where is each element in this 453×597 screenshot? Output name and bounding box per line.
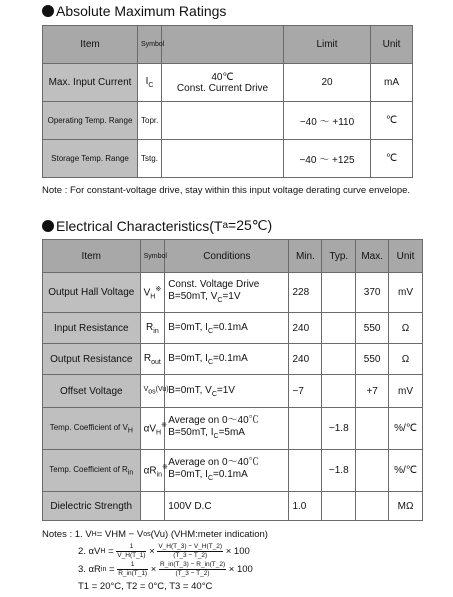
symbol-main: V [143,386,149,394]
symbol-main: R [146,321,154,333]
limit-cell: −40 ～ +110 [284,102,371,140]
header-limit: Limit [284,26,371,64]
header-symbol: Symbol [138,26,162,64]
fraction-num: V_H(T_3) − V_H(T_2) [158,542,223,550]
min-cell: 240 [289,344,322,375]
notes-label: Notes : 1. [42,528,83,540]
note-sub: H [91,530,97,538]
item-cell: Offset Voltage [43,375,141,408]
min-cell [289,450,322,492]
condition-cell [162,102,284,140]
typ-cell [322,313,356,344]
bullet-icon [42,220,54,232]
unit-cell: MΩ [389,492,423,521]
note-line-1 [42,526,268,542]
cond-line: =0.1mA [213,352,248,364]
typ-cell [322,492,356,521]
table-row [43,492,423,521]
fraction-den: V_H(T_1) [117,551,146,559]
symbol-sub: H [150,293,156,301]
header-unit: Unit [371,26,413,64]
max-cell: 550 [356,344,389,375]
item-text: Temp. Coefficient of V [49,422,128,432]
min-cell: −7 [289,375,322,408]
condition-cell: 100V D.C [165,492,289,521]
fraction [157,543,223,560]
table-row [43,344,423,375]
symbol-cell [140,450,168,492]
fraction [159,561,226,578]
min-cell: 1.0 [289,492,322,521]
electrical-characteristics-heading [42,217,272,234]
table-header-row [43,240,423,273]
symbol-cell: Topr. [138,102,162,140]
absolute-maximum-ratings-heading [42,3,226,19]
condition-cell [165,344,289,375]
note-text: = VHM − V [96,528,144,540]
unit-cell: mV [389,273,423,313]
note-line-4: T1 = 20°C, T2 = 0°C, T3 = 40°C [78,580,213,592]
typ-cell [322,344,356,375]
unit-cell: ℃ [371,102,413,140]
typ-cell [322,375,356,408]
unit-cell: %/℃ [389,450,423,492]
table-row [43,313,423,344]
item-cell: Dielectric Strength [43,492,141,521]
item-sub: H [127,427,133,435]
bullet-icon [42,5,54,17]
table-row [43,140,413,178]
item-text: Temp. Coefficient of R [49,464,128,474]
condition-cell [162,64,284,102]
table-row [43,273,423,313]
table-row [43,450,423,492]
fraction-den: (T_3 − T_2) [175,569,210,577]
symbol-sub: C [148,82,154,89]
table-row [43,102,413,140]
cond-line: =5mA [218,426,245,438]
min-cell [289,408,322,450]
fraction [117,561,148,578]
cond-line: B=0mT, I [168,321,208,333]
symbol-sup: ※ [155,285,162,293]
cond-sub: C [207,358,214,366]
note-text: 3. αR [78,563,101,575]
item-cell: Operating Temp. Range [43,102,138,140]
condition-cell [165,450,289,492]
times-sign: × [150,563,157,575]
header-blank [162,26,284,64]
unit-cell: mA [371,64,413,102]
header-min: Min. [289,240,322,273]
cond-line: B=50mT, V [168,290,218,302]
times-hundred: × 100 [228,563,253,575]
times-hundred: × 100 [225,545,250,557]
note-text: = [105,545,117,557]
note-text: = [106,563,118,575]
max-cell: 370 [356,273,389,313]
symbol-main: αR [143,465,157,477]
item-cell: Input Resistance [43,313,141,344]
cond-line: =1V [216,384,235,396]
note-sub: os [143,530,151,538]
item-cell: Max. Input Current [43,64,138,102]
symbol-cell: Tstg. [138,140,162,178]
symbol-main: V [143,287,151,299]
symbol-cell [140,273,165,313]
cond-line: Average on 0～40℃ [168,456,259,468]
symbol-cell [140,375,169,408]
symbol-sub: in [156,471,163,479]
times-sign: × [149,545,155,557]
cond-sub: C [211,390,217,398]
symbol-cell [140,492,165,521]
symbol-main: I [145,76,149,87]
typ-cell: −1.8 [322,408,356,450]
header-unit: Unit [389,240,423,273]
note-line-2 [78,542,268,560]
table-row [43,375,423,408]
header-item: Item [43,26,138,64]
condition-cell [162,140,284,178]
max-cell [356,492,389,521]
derating-note: Note : For constant-voltage drive, stay within this input voltage derating curve envelope. [42,185,411,196]
unit-cell: ℃ [371,140,413,178]
typ-cell [322,273,356,313]
symbol-sub: out [151,358,161,366]
typ-cell: −1.8 [322,450,356,492]
cond-sub: C [207,474,214,482]
table-header-row [43,26,413,64]
cond-line: B=0mT, V [168,384,212,396]
header-conditions: Conditions [165,240,289,273]
cond-line: Average on 0～40℃ [168,414,259,426]
symbol-sub: os [148,388,156,396]
note-sub: H [100,547,106,555]
header-symbol: Symbol [140,240,165,273]
limit-cell: −40 ～ +125 [284,140,371,178]
cond-line: B=50mT, I [168,426,214,438]
condition-cell [165,408,289,450]
fraction-num: 1 [116,543,146,552]
section-title: Electrical Characteristics(T [56,217,223,234]
cond-line: =0.1mA [213,321,248,333]
unit-cell: Ω [389,344,423,375]
cond-line: Const. Voltage Drive [168,278,260,290]
cond-sub: C [213,432,219,440]
note-text: V [85,528,92,540]
symbol-cell [140,344,165,375]
table-row [43,64,413,102]
max-cell: +7 [356,375,389,408]
cond-sub: C [217,296,223,304]
symbol-sup: ※ [162,463,168,471]
cond-line: =1V [222,290,241,302]
unit-cell: Ω [389,313,423,344]
symbol-cell [140,313,165,344]
header-max: Max. [356,240,389,273]
note-text: 2. αV [78,545,101,557]
item-sub: in [127,469,134,477]
cond-line: 40℃ [211,71,234,83]
fraction-den: (T_3 − T_2) [173,551,208,559]
item-cell: Output Resistance [43,344,141,375]
symbol-main: R [143,352,152,364]
symbol-sup: ※ [161,421,167,429]
item-cell: Output Hall Voltage [43,273,141,313]
cond-line: =0.1mA [213,468,248,480]
symbol-after: (Vu) [155,386,169,394]
electrical-characteristics-table [42,239,423,521]
cond-line: B=0mT, I [168,352,208,364]
cond-line: Const. Current Drive [176,82,269,94]
symbol-main: αV [143,423,157,435]
table-row [43,408,423,450]
header-item: Item [43,240,141,273]
symbol-sub: in [153,327,159,335]
section-title-sub: a [222,220,229,231]
symbol-cell [138,64,162,102]
condition-cell [165,375,289,408]
section-title-suffix: =25℃) [228,217,273,233]
item-cell: Storage Temp. Range [43,140,138,178]
cond-sub: C [207,327,214,335]
note-line-3 [78,560,268,578]
item-cell [43,450,141,492]
unit-cell: mV [389,375,423,408]
item-cell [43,408,141,450]
fraction-num: 1 [117,561,148,570]
max-cell: 550 [356,313,389,344]
min-cell: 240 [289,313,322,344]
unit-cell: %/℃ [389,408,423,450]
symbol-cell [140,408,165,450]
fraction-num: R_in(T_3) − R_in(T_2) [159,560,226,568]
min-cell: 228 [289,273,322,313]
max-cell [356,408,389,450]
fraction-den: R_in(T_1) [118,569,148,577]
section-title: Absolute Maximum Ratings [56,3,227,19]
cond-line: B=0mT, I [168,468,208,480]
condition-cell [165,313,289,344]
header-typ: Typ. [322,240,356,273]
note-text: (Vu) (VHM:meter indication) [150,528,268,540]
absolute-max-table [42,25,413,178]
max-cell [356,450,389,492]
symbol-sub: H [156,429,162,437]
condition-cell [165,273,289,313]
notes-block [42,526,268,594]
limit-cell: 20 [284,64,371,102]
note-sub: in [100,565,107,573]
fraction [116,543,146,560]
